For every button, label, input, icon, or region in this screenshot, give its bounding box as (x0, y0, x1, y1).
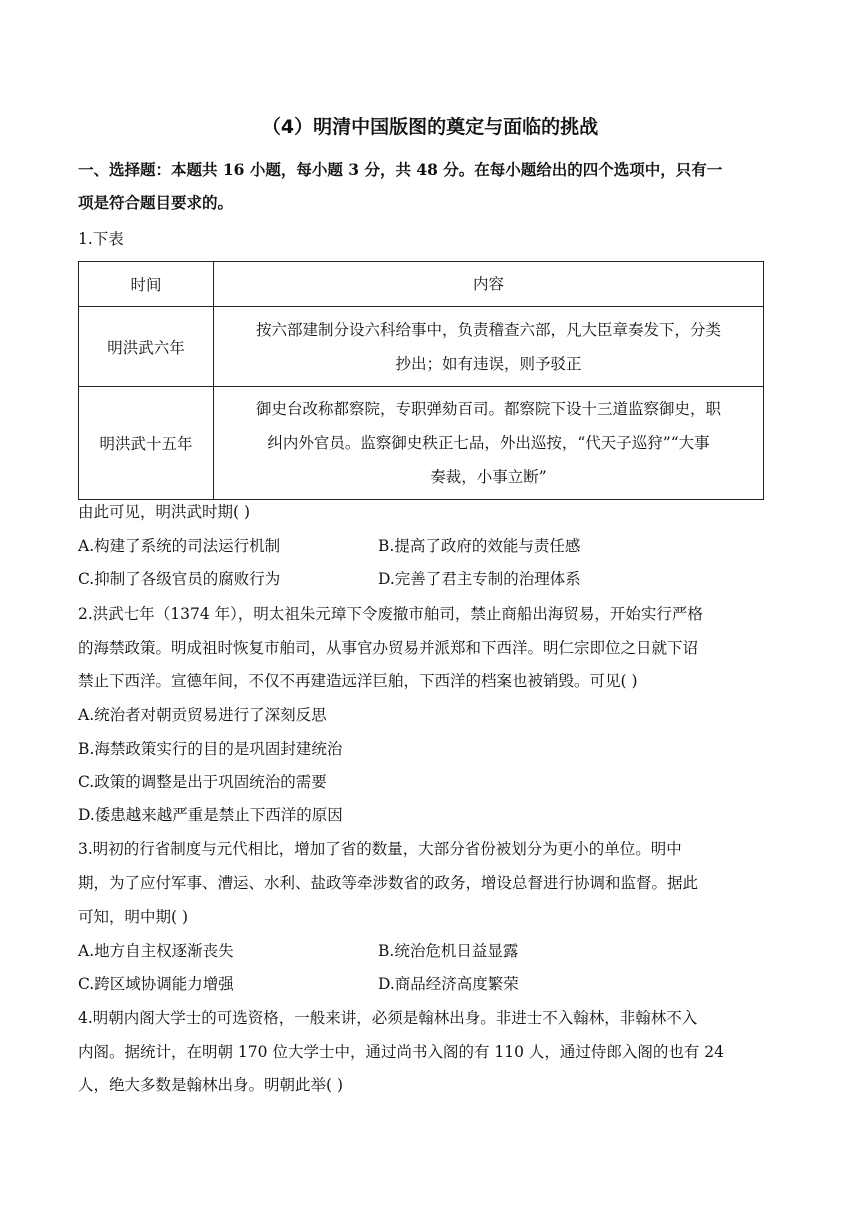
table-header-row (79, 262, 764, 307)
cell-line: 按六部建制分设六科给事中，负责稽查六部，凡大臣章奏发下，分类 (255, 320, 721, 339)
q1-question: 由此可见，明洪武时期( ) (78, 503, 251, 521)
q3-option-a: A.地方自主权逐渐丧失 (78, 942, 234, 960)
q2-line1: 2.洪武七年（1374 年），明太祖朱元璋下令废撤市舶司，禁止商船出海贸易，开始实行严格 (78, 605, 703, 623)
q1-option-d: D.完善了君主专制的治理体系 (378, 570, 581, 588)
q2-option-a: A.统治者对朝贡贸易进行了深刻反思 (78, 706, 327, 724)
table-row (79, 307, 764, 387)
q3-option-c: C.跨区域协调能力增强 (78, 975, 234, 993)
q2-option-b: B.海禁政策实行的目的是巩固封建统治 (78, 740, 343, 758)
q1-stem: 1.下表 (78, 230, 124, 248)
q3-line1: 3.明初的行省制度与元代相比，增加了省的数量，大部分省份被划分为更小的单位。明中 (78, 840, 682, 858)
q3-line2: 期，为了应付军事、漕运、水利、盐政等牵涉数省的政务，增设总督进行协调和监督。据此 (78, 874, 699, 892)
q2-option-c: C.政策的调整是出于巩固统治的需要 (78, 773, 327, 791)
table-header-content: 内容 (214, 262, 764, 307)
document-title: （4）明清中国版图的奠定与面临的挑战 (261, 116, 599, 138)
cell-line: 奏裁，小事立断” (430, 468, 547, 486)
q2-line2: 的海禁政策。明成祖时恢复市舶司，从事官办贸易并派郑和下西洋。明仁宗即位之日就下诏 (78, 639, 699, 657)
table-cell-content (214, 387, 764, 500)
table-header-time: 时间 (79, 262, 214, 307)
table-cell-content (214, 307, 764, 387)
q2-line3: 禁止下西洋。宣德年间，不仅不再建造远洋巨舶，下西洋的档案也被销毁。可见( ) (78, 672, 638, 690)
q1-option-b: B.提高了政府的效能与责任感 (378, 537, 581, 555)
q4-line2: 内阁。据统计，在明朝 170 位大学士中，通过尚书入阁的有 110 人，通过侍郎入阁的也有 24 (78, 1043, 725, 1061)
cell-line: 抄出；如有违误，则予驳正 (395, 354, 582, 373)
q1-table (78, 261, 764, 500)
q4-line3: 人，绝大多数是翰林出身。明朝此举( ) (78, 1076, 344, 1094)
q3-option-b: B.统治危机日益显露 (378, 942, 519, 960)
table-cell-time: 明洪武十五年 (79, 387, 214, 500)
cell-line: 纠内外官员。监察御史秩正七品，外出巡按，“代天子巡狩”“大事 (267, 434, 710, 452)
q3-option-d: D.商品经济高度繁荣 (378, 975, 519, 993)
section-instruction-line1: 一、选择题：本题共 16 小题，每小题 3 分，共 48 分。在每小题给出的四个选项中，只有一 (78, 160, 723, 179)
section-instruction-line2: 项是符合题目要求的。 (78, 193, 234, 212)
table-row (79, 387, 764, 500)
q1-option-a: A.构建了系统的司法运行机制 (78, 537, 281, 555)
q3-line3: 可知，明中期( ) (78, 908, 189, 926)
q4-line1: 4.明朝内阁大学士的可选资格，一般来讲，必须是翰林出身。非进士不入翰林，非翰林不入 (78, 1009, 698, 1027)
table-cell-time: 明洪武六年 (79, 307, 214, 387)
q1-option-c: C.抑制了各级官员的腐败行为 (78, 570, 281, 588)
cell-line: 御史台改称都察院，专职弹劾百司。都察院下设十三道监察御史，职 (255, 400, 721, 418)
q2-option-d: D.倭患越来越严重是禁止下西洋的原因 (78, 806, 343, 824)
